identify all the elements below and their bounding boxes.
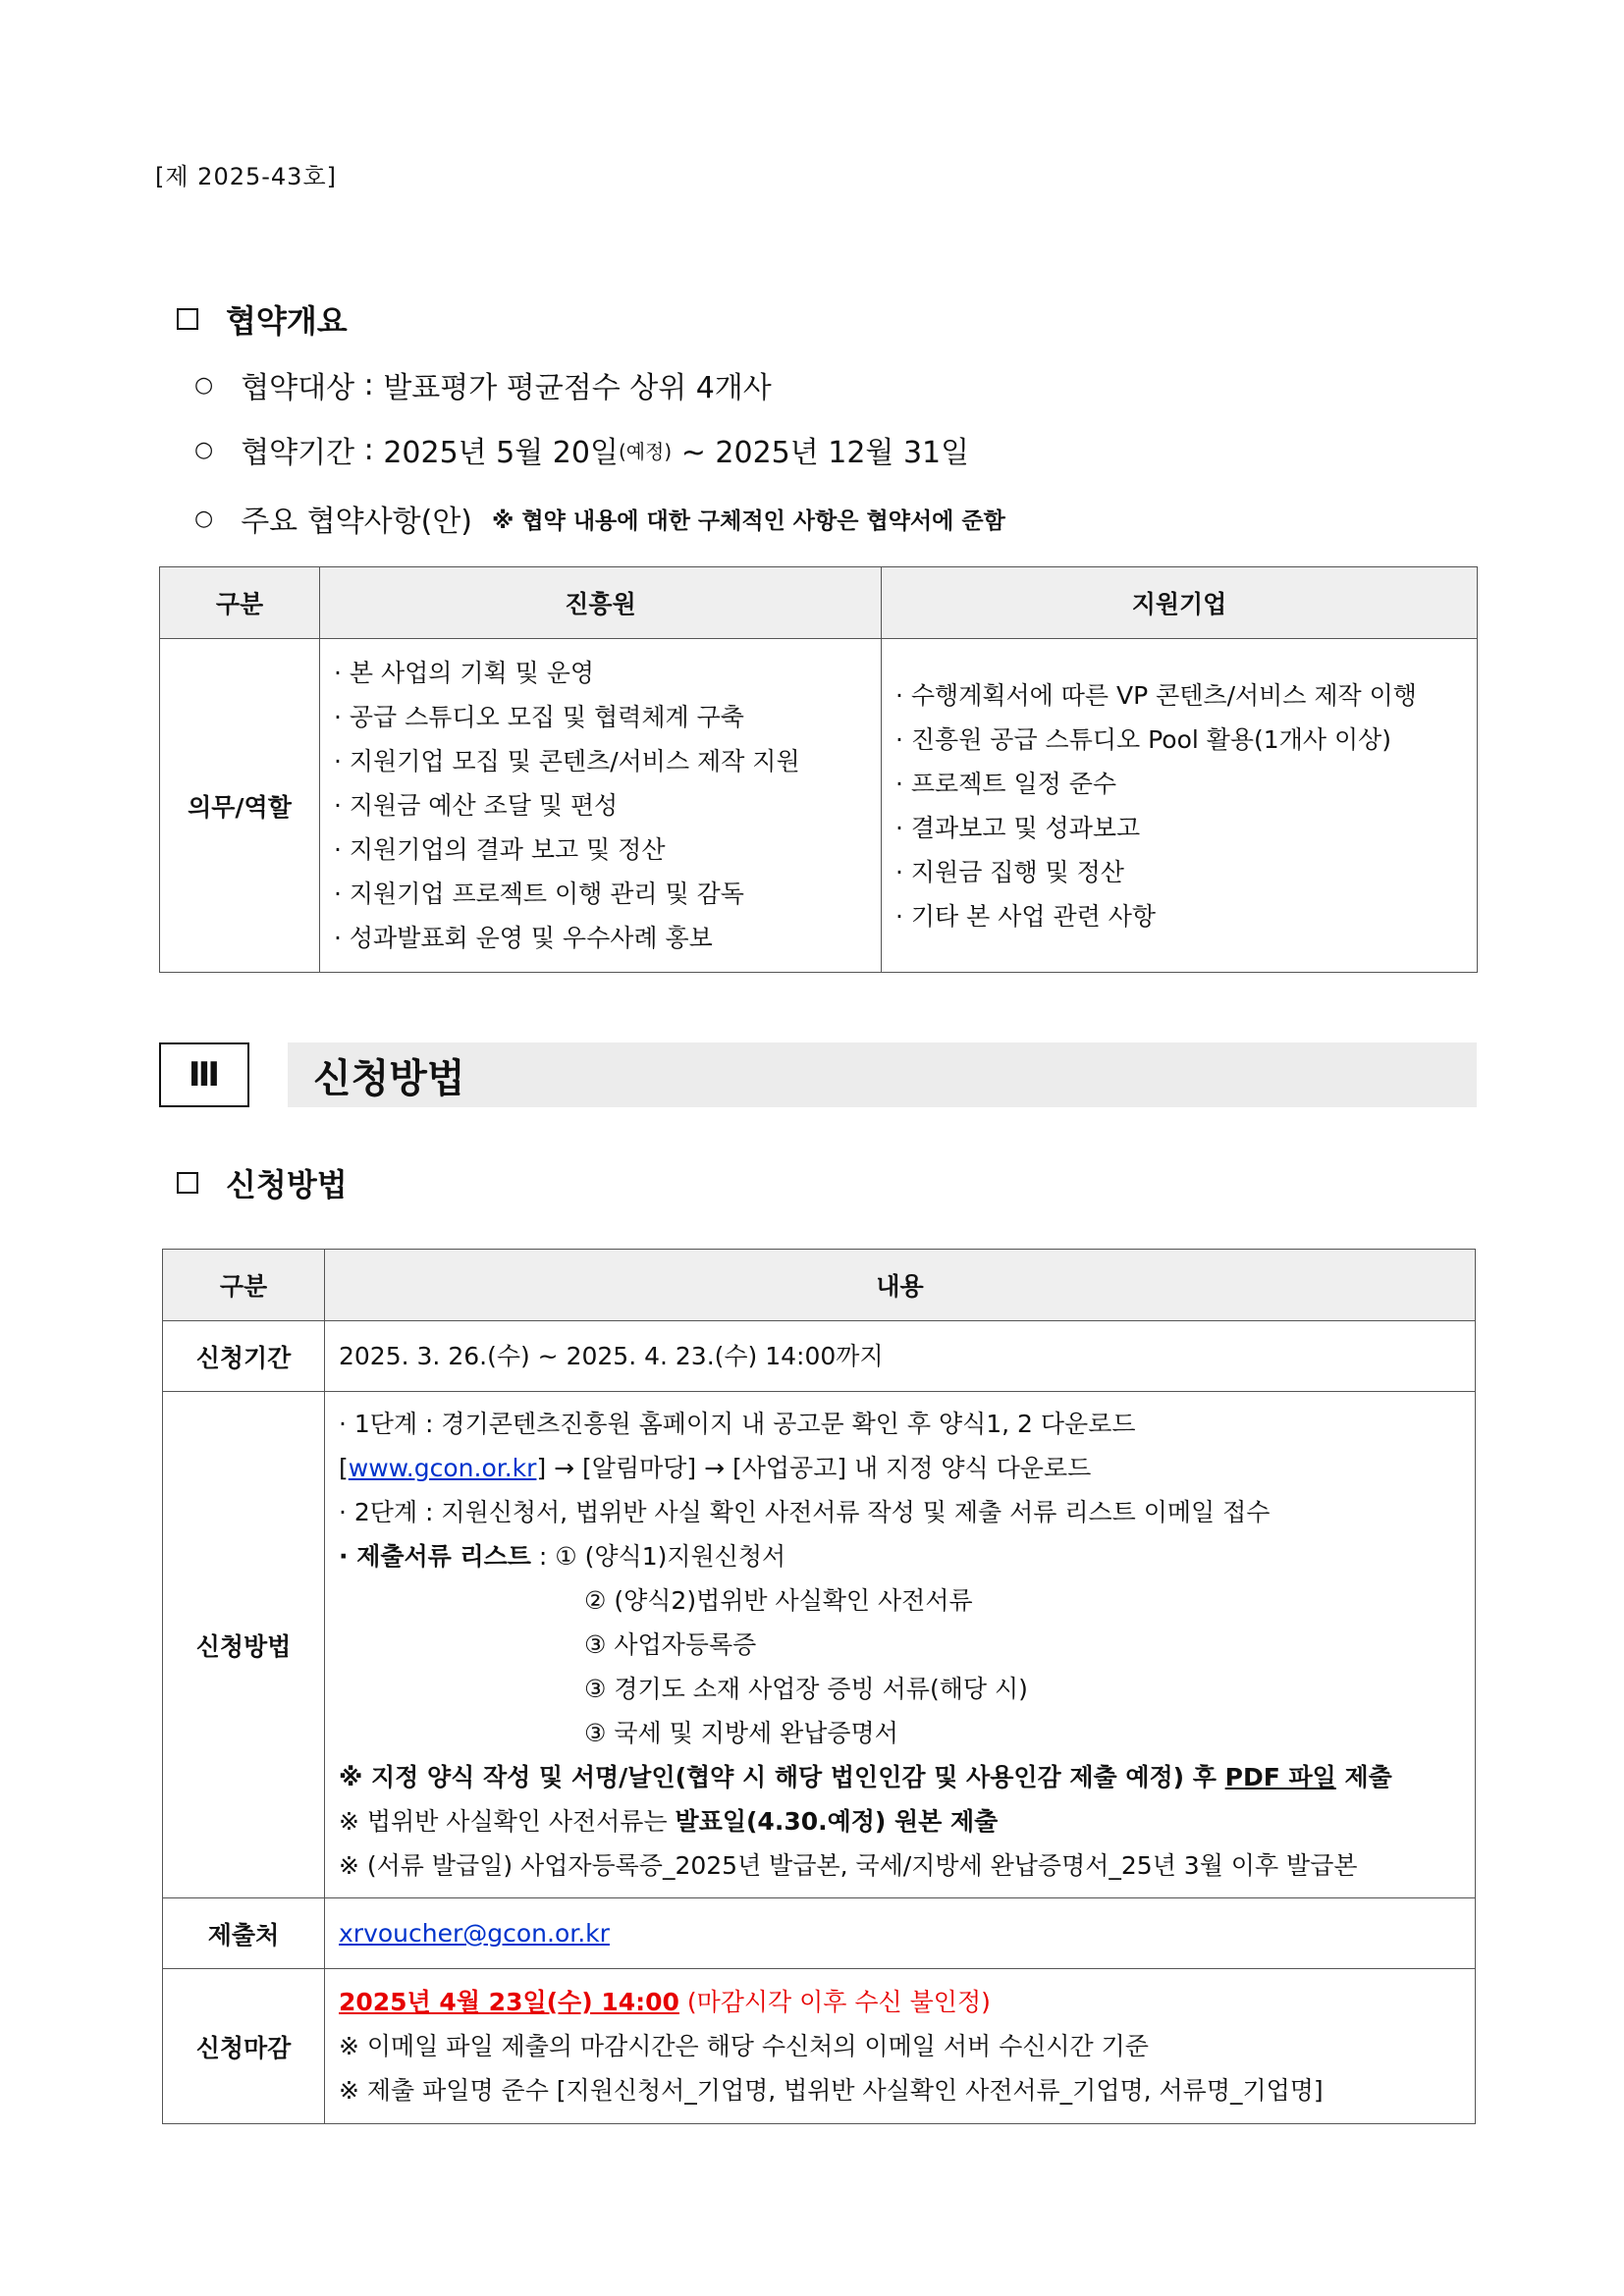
method-content [325,1392,1476,1898]
docs-separator: : [530,1542,556,1571]
note-part: ※ 법위반 사실확인 사전서류는 [339,1807,676,1836]
note-part: 제출 [1335,1763,1392,1791]
period-value: 2025. 3. 26.(수) ~ 2025. 4. 23.(수) 14:00까지 [325,1321,1476,1392]
step1-path [339,1446,1461,1490]
note-emphasis: 발표일(4.30.예정) 원본 제출 [675,1807,999,1836]
method-note-2 [339,1799,1461,1843]
deadline-content [325,1969,1476,2124]
list-item: · 지원기업 모집 및 콘텐츠/서비스 제작 지원 [334,747,800,775]
list-item: · 기타 본 사업 관련 사항 [895,901,1157,931]
agreement-main-note: ※ 협약 내용에 대한 구체적인 사항은 협약서에 준함 [492,507,1005,534]
agreement-heading-text: 협약개요 [226,302,348,340]
period-label: 신청기간 [163,1321,325,1392]
doc-item: ③ 사업자등록증 [584,1630,757,1659]
application-table [162,1249,1476,2124]
step1-text: · 1단계 : 경기콘텐츠진흥원 홈페이지 내 공고문 확인 후 양식1, 2 다운로드 [339,1410,1136,1438]
agency-duties [320,639,882,973]
list-item: · 지원기업 프로젝트 이행 관리 및 감독 [334,880,744,908]
table-row [160,639,1478,973]
list-item: · 공급 스튜디오 모집 및 협력체계 구축 [334,703,744,731]
agreement-target-value: 발표평가 평균점수 상위 4개사 [383,371,772,405]
method-note-1 [339,1755,1461,1799]
list-item: · 성과발표회 운영 및 우수사례 홍보 [334,924,713,952]
company-duties [882,639,1478,973]
list-item: · 지원금 예산 조달 및 편성 [334,791,619,820]
note-part: (협약 시 해당 법인인감 및 사용인감 제출 예정) 후 [675,1763,1225,1791]
list-item: · 프로젝트 일정 준수 [895,769,1116,798]
method-label: 신청방법 [163,1392,325,1898]
agreement-heading [177,296,348,342]
agreement-period-tentative: (예정) [618,439,673,463]
list-item: · 지원기업의 결과 보고 및 정산 [334,835,666,864]
deadline-note-1: ※ 이메일 파일 제출의 마감시간은 해당 수신처의 이메일 서버 수신시간 기준 [339,2032,1149,2060]
list-item: · 수행계획서에 따른 VP 콘텐츠/서비스 제작 이행 [895,680,1417,710]
deadline-note-2: ※ 제출 파일명 준수 [지원신청서_기업명, 법위반 사실확인 사전서류_기업명, 서류명_기업명] [339,2076,1324,2105]
list-item: · 진흥원 공급 스튜디오 Pool 활용(1개사 이상) [895,724,1392,754]
table-row [163,1898,1476,1969]
agreement-period-end: ~ 2025년 12월 31일 [672,436,970,470]
table-row [163,1321,1476,1392]
deadline-datetime: 2025년 4월 23일(수) 14:00 [339,1988,679,2016]
doc-item: ③ 국세 및 지방세 완납증명서 [584,1719,898,1747]
agreement-period-item [194,428,969,471]
header-category: 구분 [163,1250,325,1321]
section-title-bar [288,1042,1477,1107]
list-item: · 결과보고 및 성과보고 [895,813,1141,842]
table-header-row [160,567,1478,639]
note-emphasis: 서명/날인 [570,1763,676,1791]
application-heading-text: 신청방법 [226,1166,348,1203]
bracket-open: [ [339,1454,349,1482]
doc-item: ③ 경기도 소재 사업장 증빙 서류(해당 시) [584,1675,1028,1703]
note-part: ※ 지정 양식 작성 및 [339,1763,571,1791]
agreement-target-label: 협약대상 [241,371,355,405]
submit-label: 제출처 [163,1898,325,1969]
circle-bullet-icon: ○ [194,506,214,531]
deadline-time [339,1980,1461,2024]
section-number-box: Ⅲ [159,1042,249,1107]
document-number: [제 2025-43호] [155,163,338,190]
step1-path-rest: ] → [알림마당] → [사업공고] 내 지정 양식 다운로드 [536,1454,1092,1482]
doc-item: ① (양식1)지원신청서 [555,1542,786,1571]
application-heading [177,1160,348,1205]
square-bullet-icon [177,308,198,330]
agreement-table [159,566,1478,973]
deadline-label: 신청마감 [163,1969,325,2124]
agreement-target-item [194,363,772,406]
row-label-duties: 의무/역할 [160,639,320,973]
square-bullet-icon [177,1172,198,1194]
agreement-period-label: 협약기간 [241,436,355,470]
circle-bullet-icon: ○ [194,372,214,398]
separator: : [354,367,384,402]
table-row [163,1392,1476,1898]
table-header-row [163,1250,1476,1321]
agreement-main-items [194,497,1005,540]
docs-list-first [339,1534,1461,1578]
table-row [163,1969,1476,2124]
submit-content [325,1898,1476,1969]
circle-bullet-icon: ○ [194,437,214,462]
agreement-period-start: 2025년 5월 20일 [383,436,619,470]
header-category: 구분 [160,567,320,639]
header-agency: 진흥원 [320,567,882,639]
gcon-website-link[interactable]: www.gcon.or.kr [348,1454,537,1482]
method-note-3: ※ (서류 발급일) 사업자등록증_2025년 발급본, 국세/지방세 완납증명서_25년 3월 이후 발급본 [339,1851,1358,1880]
docs-label: · 제출서류 리스트 [339,1542,531,1571]
header-company: 지원기업 [882,567,1478,639]
deadline-warning: (마감시각 이후 수신 불인정) [678,1988,991,2016]
section-title: 신청방법 [313,1055,465,1101]
list-item: · 지원금 집행 및 정산 [895,857,1124,886]
note-pdf-emphasis: PDF 파일 [1224,1763,1336,1791]
doc-item: ② (양식2)법위반 사실확인 사전서류 [584,1586,973,1615]
header-content: 내용 [325,1250,1476,1321]
submit-email-link[interactable]: xrvoucher@gcon.or.kr [339,1919,610,1948]
agreement-main-label: 주요 협약사항(안) [241,505,473,539]
separator: : [354,432,384,467]
list-item: · 본 사업의 기획 및 운영 [334,659,595,687]
step2-text: · 2단계 : 지원신청서, 법위반 사실 확인 사전서류 작성 및 제출 서류 리스트 이메일 접수 [339,1498,1271,1526]
